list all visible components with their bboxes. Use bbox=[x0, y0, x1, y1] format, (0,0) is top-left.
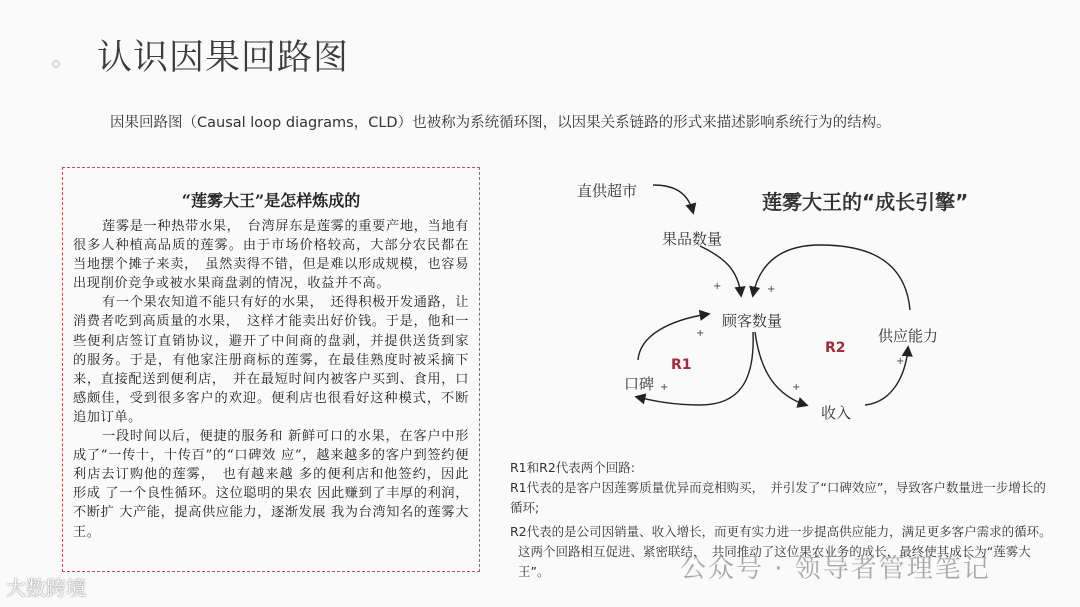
watermark: 公众号 · 领导者管理笔记 bbox=[680, 554, 991, 584]
node-supply-capacity: 供应能力 bbox=[878, 327, 939, 345]
note-line: R1和R2代表两个回路: bbox=[510, 460, 635, 475]
note-line: 这两个回路相互促进、紧密联结， 共同推动了这位果农业务的成长，最终使其成长为“莲雾大王”。 bbox=[518, 544, 1031, 579]
polarity-plus: + bbox=[792, 382, 801, 393]
causal-loop-diagram bbox=[560, 160, 1040, 440]
polarity-plus: + bbox=[767, 284, 776, 295]
node-customers: 顾客数量 bbox=[722, 312, 783, 330]
story-paragraph: 有一个果农知道不能只有好的水果， 还得积极开发通路，让消费者吃到高质量的水果， 这样才能卖出好价钱。于是，他和一些便利店签订直销协议，避开了中间商的盘剥，并提供送货到家的服务。于是，有他家注册商标的莲雾，在最佳熟度时被采摘下来，直接配送到便利店， 并在最短时间内被客户买到、食用，口感颇佳，受到很多客户的欢迎。便利店也很看好这种模式，不断追加订单。 bbox=[73, 295, 469, 425]
node-fruit-quantity: 果品数量 bbox=[662, 230, 723, 248]
story-paragraph: 莲雾是一种热带水果， 台湾屏东是莲雾的重要产地，当地有很多人种植高品质的莲雾。由于市场价格较高，大部分农民都在当地摆个摊子来卖， 虽然卖得不错，但是难以形成规模，也容易出现削价竞争或被水果商盘剥的情况，收益并不高。 bbox=[73, 219, 469, 292]
loop-label-r2: R2 bbox=[825, 340, 846, 356]
diagram-title: 莲雾大王的“成长引擎” bbox=[762, 190, 969, 214]
story-heading: “莲雾大王”是怎样炼成的 bbox=[181, 191, 361, 210]
arrow-customers-wom bbox=[637, 332, 753, 405]
node-supermarket: 直供超市 bbox=[577, 182, 638, 200]
arrow-supply-customers bbox=[753, 245, 910, 310]
arrow-supermarket-fruit bbox=[653, 185, 693, 212]
intro-text: 因果回路图（Causal loop diagrams，CLD）也被称为系统循环图，以因果关系链路的形式来描述影响系统行为的结构。 bbox=[110, 115, 891, 131]
polarity-plus: + bbox=[696, 328, 705, 339]
node-word-of-mouth: 口碑 bbox=[624, 375, 655, 393]
arrow-customers-income bbox=[755, 332, 806, 405]
page-title: 认识因果回路图 bbox=[97, 38, 350, 78]
polarity-plus: + bbox=[660, 382, 669, 393]
brand-logo: 大数跨境 bbox=[6, 576, 86, 600]
story-paragraph: 一段时间以后，便捷的服务和 新鲜可口的水果，在客户中形 成了“一传十，十传百”的“口碑效 应”，越来越多的客户到签约便 利店去订购他的莲雾， 也有越来越 多的便利店和他签约，因此形成 了一个良性循环。这位聪明的果农 因此赚到了丰厚的利润，不断扩 大产能，提高供应能力，逐渐发展 我为台湾知名的莲雾大王。 bbox=[73, 429, 469, 540]
loop-label-r1: R1 bbox=[671, 357, 692, 373]
note-line: R2代表的是公司因销量、收入增长，而更有实力进一步提高供应能力，满足更多客户需求的循环。 bbox=[510, 524, 1052, 539]
polarity-plus: + bbox=[896, 356, 905, 367]
node-income: 收入 bbox=[821, 404, 852, 422]
bullet-dot-icon bbox=[52, 60, 60, 68]
note-line: R1代表的是客户因莲雾质量优异而竞相购买， 并引发了“口碑效应”，导致客户数量进一步增长的循环; bbox=[510, 480, 1046, 515]
story-box bbox=[62, 167, 480, 572]
polarity-plus: + bbox=[713, 281, 722, 292]
